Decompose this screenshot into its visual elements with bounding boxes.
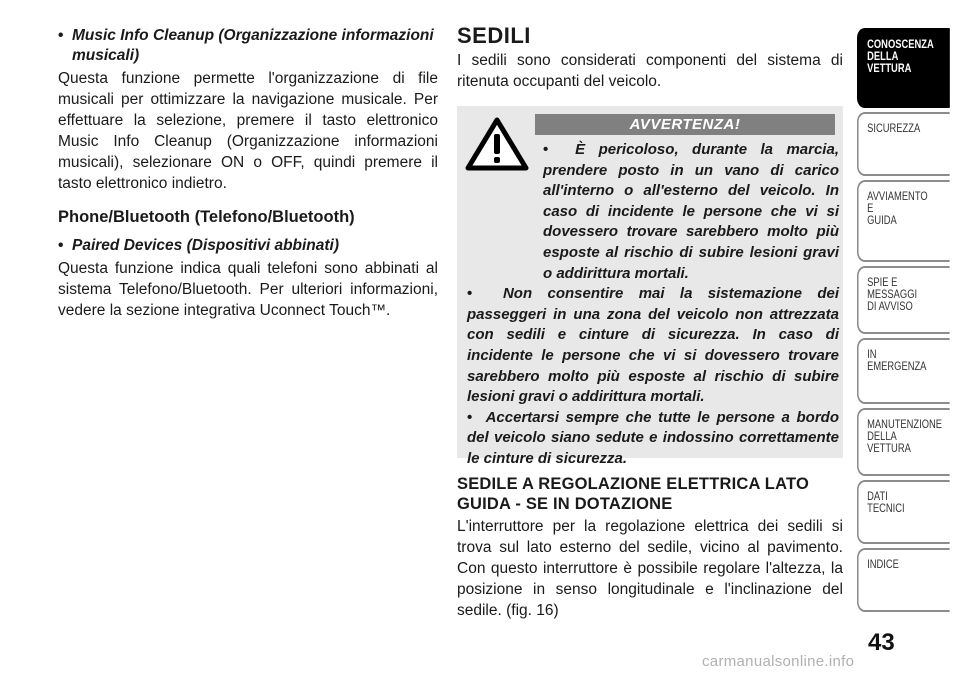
tab-manutenzione[interactable]: MANUTENZIONE DELLA VETTURA — [857, 408, 950, 476]
warning-item: • Non consentire mai la sistemazione dei passeggeri in una zona del veicolo non attrezzata con sedili e cinture di sicurezza. In caso di incidente le persone che vi si dovessero trovare sarebbero molto più esposte al rischio di subire lesioni gravi o addirittura mortali. — [467, 284, 839, 408]
power-seat-heading: SEDILE A REGOLAZIONE ELETTRICA LATO GUIDA - SE IN DOTAZIONE — [457, 475, 809, 513]
tab-indice[interactable]: INDICE — [857, 548, 950, 612]
power-seat-text: L'interruttore per la regolazione elettrica dei sedili si trova sul lato esterno del sedile, vicino al pavimento. Con questo interruttore è possibile regolare l'altezza, la posizione in senso longitudinale e l'inclinazione del sedile. (fig. 16) — [457, 518, 843, 619]
music-info-title: • Music Info Cleanup (Organizzazione informazioni musicali) — [58, 26, 438, 66]
watermark: carmanualsonline.info — [702, 653, 855, 670]
tab-in-emergenza[interactable]: IN EMERGENZA — [857, 338, 950, 404]
warning-list — [467, 140, 839, 470]
section-intro: I sedili sono considerati componenti del sistema di ritenuta occupanti del veicolo. — [457, 52, 843, 90]
left-column — [58, 26, 438, 321]
music-info-text: Questa funzione permette l'organizzazione di file musicali per ottimizzare la navigazione musicale. Per effettuare la selezione, premere il tasto elettronico Music Info Cleanup (Organizzazione informazioni musicali), selezionare ON o OFF, quindi premere il tasto elettronico indietro. — [58, 70, 438, 192]
phone-bluetooth-heading: Phone/Bluetooth (Telefono/Bluetooth) — [58, 208, 355, 226]
tab-sicurezza[interactable]: SICUREZZA — [857, 112, 950, 176]
paired-devices-title: • Paired Devices (Dispositivi abbinati) — [58, 236, 438, 256]
warning-item: • Accertarsi sempre che tutte le persone a bordo del veicolo siano sedute e indossino correttamente le cinture di sicurezza. — [467, 408, 839, 470]
right-column — [457, 24, 843, 621]
page-number: 43 — [868, 629, 895, 656]
warning-box — [457, 106, 843, 467]
warning-item: • È pericoloso, durante la marcia, prendere posto in un vano di carico all'interno o all'esterno del veicolo. In caso di incidente le persone che vi si dovessero trovare sarebbero molto più esposte al rischio di subire lesioni gravi o addirittura mortali. — [467, 140, 839, 284]
paired-devices-text: Questa funzione indica quali telefoni sono abbinati al sistema Telefono/Bluetooth. Per ulteriori informazioni, vedere la sezione integrativa Uconnect Touch™. — [58, 260, 438, 319]
warning-label: AVVERTENZA! — [535, 114, 835, 135]
tab-avviamento-e-guida[interactable]: AVVIAMENTO E GUIDA — [857, 180, 950, 262]
section-title: SEDILI — [457, 23, 531, 48]
tab-dati-tecnici[interactable]: DATI TECNICI — [857, 480, 950, 544]
tab-spie-e-messaggi[interactable]: SPIE E MESSAGGI DI AVVISO — [857, 266, 950, 334]
tab-conoscenza-della-vettura[interactable]: CONOSCENZA DELLA VETTURA — [857, 28, 950, 108]
